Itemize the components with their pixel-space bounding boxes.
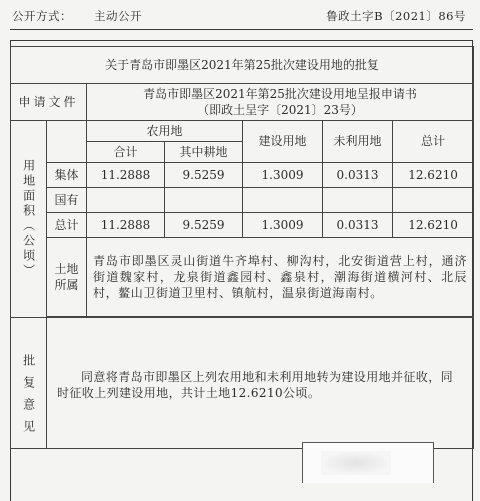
table-row xyxy=(11,163,474,188)
table-row xyxy=(11,213,474,238)
application-line1: 青岛市即墨区2021年第25批次建设用地呈报申请书 xyxy=(143,86,417,101)
area-group-label: 用地面积（公顷） xyxy=(11,121,47,318)
land-location-row xyxy=(11,238,474,317)
area-corner-cell xyxy=(47,121,87,163)
cell-farm-total xyxy=(87,188,165,213)
cell-arable: 9.5259 xyxy=(165,163,243,188)
cell-total xyxy=(393,188,474,213)
cell-total: 12.6210 xyxy=(393,213,474,238)
header-total: 总计 xyxy=(393,121,474,163)
table-row xyxy=(11,188,474,213)
land-label-line2: 所属 xyxy=(54,278,79,292)
cell-farm-total: 11.2888 xyxy=(87,163,165,188)
cell-construction: 1.3009 xyxy=(243,213,323,238)
application-line2: （即政土呈字〔2021〕23号） xyxy=(197,103,363,117)
header-construction: 建设用地 xyxy=(243,121,323,163)
application-row xyxy=(11,84,474,121)
disclosure-method xyxy=(12,8,142,24)
cell-unused: 0.0313 xyxy=(323,163,393,188)
land-label-line1: 土地 xyxy=(54,261,79,276)
approval-table xyxy=(10,46,474,449)
row-label: 总计 xyxy=(47,213,87,238)
cell-construction xyxy=(243,188,323,213)
disclosure-value: 主动公开 xyxy=(94,9,142,23)
row-label: 国有 xyxy=(47,188,87,213)
cell-total: 12.6210 xyxy=(393,163,474,188)
reply-row xyxy=(11,318,474,449)
row-label: 集体 xyxy=(47,163,87,188)
land-location-label xyxy=(47,238,87,317)
disclosure-label: 公开方式： xyxy=(12,9,72,23)
reply-label: 批复意见 xyxy=(11,318,47,449)
seal-impression xyxy=(321,451,391,475)
header-farm-total: 合计 xyxy=(87,142,165,163)
cell-arable: 9.5259 xyxy=(165,213,243,238)
cell-construction: 1.3009 xyxy=(243,163,323,188)
document-number: 鲁政土字B〔2021〕86号 xyxy=(326,9,466,23)
application-label: 申请文件 xyxy=(11,84,87,121)
area-header-row1 xyxy=(11,121,474,142)
header-farmland: 农用地 xyxy=(87,121,243,142)
header-rule xyxy=(10,29,473,30)
application-file xyxy=(87,84,474,121)
reply-text: 同意将青岛市即墨区上列农用地和未利用地转为建设用地并征收，同时征收上列建设用地，共计土地12.6210公顷。 xyxy=(47,318,474,449)
official-seal xyxy=(302,442,434,483)
document-title: 关于青岛市即墨区2021年第25批次建设用地的批复 xyxy=(11,47,474,84)
cell-arable xyxy=(165,188,243,213)
cell-unused: 0.0313 xyxy=(323,213,393,238)
cell-unused xyxy=(323,188,393,213)
header-arable: 其中耕地 xyxy=(165,142,243,163)
title-row xyxy=(11,47,474,84)
land-location-text: 青岛市即墨区灵山街道牛齐埠村、柳沟村，北安街道营上村，通济街道魏家村，龙泉街道鑫园村、鑫泉村，潮海街道横河村、北辰村，鳌山卫街道卫里村、镇航村，温泉街道海南村。 xyxy=(87,238,474,317)
header-unused: 未利用地 xyxy=(323,121,393,163)
cell-farm-total: 11.2888 xyxy=(87,213,165,238)
